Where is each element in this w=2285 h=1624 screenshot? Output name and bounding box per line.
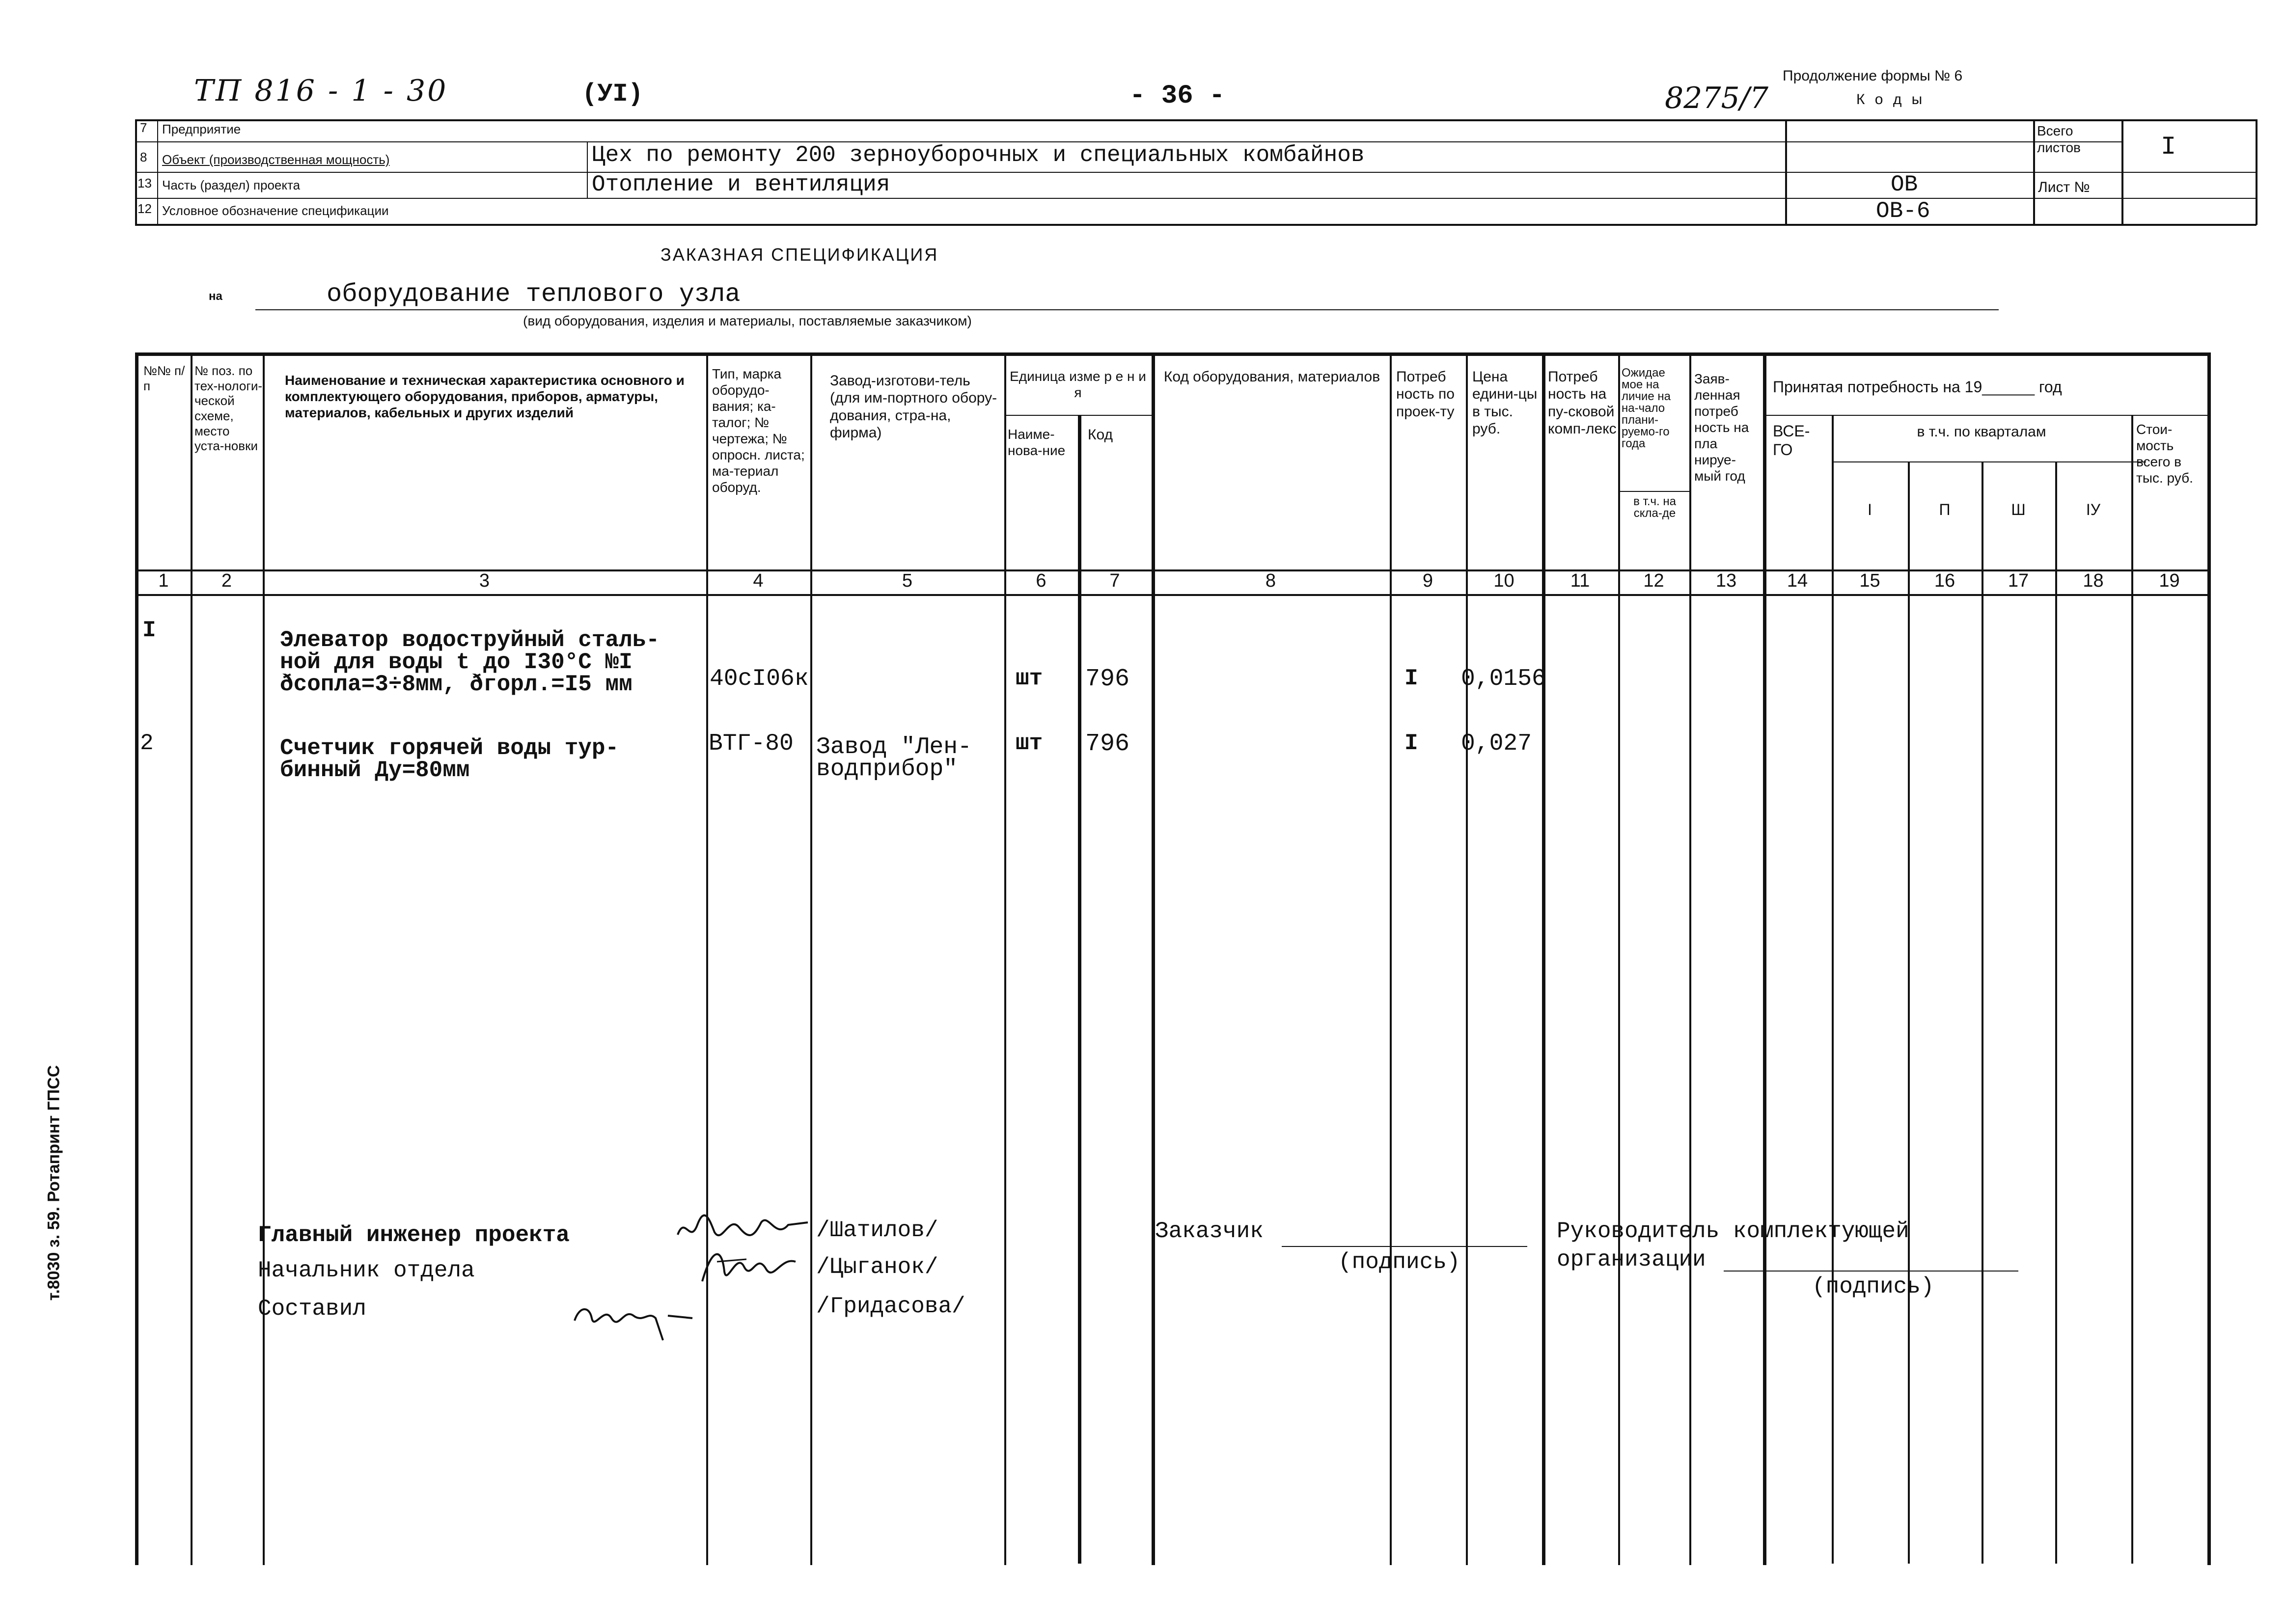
item-type: 40сI06к (710, 666, 809, 692)
compiler-signature (570, 1291, 697, 1348)
column-number: 2 (221, 570, 232, 591)
column-number: 1 (158, 570, 169, 591)
item-price: 0,027 (1461, 731, 1532, 757)
col-header-quarters-group: в т.ч. по кварталам (1917, 424, 2046, 440)
item-unit-code: 796 (1085, 665, 1130, 693)
info-row-label: Предприятие (162, 122, 241, 136)
item-maker-line: Завод "Лен- (816, 734, 972, 760)
col-header-15: I (1868, 501, 1872, 518)
info-row-num: 7 (140, 120, 147, 135)
col-header-17: Ш (2011, 501, 2026, 518)
col-header-3: Наименование и техническая характеристика основного и комплектующего оборудования, приборов, арматуры, материалов, кабельных и других изделий (285, 373, 685, 421)
info-row-num: 13 (138, 176, 152, 190)
column-number: 12 (1643, 570, 1664, 591)
total-sheets-value: I (2161, 133, 2176, 162)
col-header-14: ВСЕ-ГО (1773, 422, 1810, 459)
page-number: - 36 - (1129, 81, 1225, 111)
col-header-unit-group: Единица изме р е н и я (1010, 369, 1146, 401)
document-code: ТП 816 - 1 - 30 (194, 74, 448, 108)
column-number: 9 (1422, 570, 1433, 591)
column-number: 16 (1934, 570, 1955, 591)
compiled-label: Составил (258, 1296, 366, 1322)
column-number: 10 (1493, 570, 1514, 591)
customer-label: Заказчик (1155, 1218, 1264, 1244)
item-name-line: ðсопла=3÷8мм, ðгорл.=I5 мм (280, 672, 633, 697)
item-unit: шт (1016, 731, 1043, 756)
item-name-line: бинный Ду=80мм (280, 758, 470, 783)
column-number: 15 (1859, 570, 1880, 591)
item-price: 0,0156 (1461, 666, 1546, 692)
info-row-value: Цех по ремонту 200 зерноуборочных и специальных комбайнов (592, 142, 1365, 168)
column-number: 17 (2008, 570, 2029, 591)
print-margin-note: т.8030 з. 59. Ротапринт ГПСС (44, 1065, 63, 1301)
item-type: ВТГ-80 (709, 731, 794, 757)
column-number: 13 (1715, 570, 1737, 591)
col-header-8: Код оборудования, материалов (1163, 369, 1380, 385)
column-number: 11 (1570, 570, 1590, 591)
col-header-2: № поз. по тех-нологи-ческой схеме, место уста-новки (194, 363, 262, 454)
col-header-12-bottom: в т.ч. на скла-де (1633, 495, 1676, 520)
supplier-label-line2: организации (1557, 1247, 1706, 1272)
column-number: 7 (1109, 570, 1120, 591)
info-row-label: Часть (раздел) проекта (162, 178, 301, 192)
sheet-number-label: Лист № (2038, 179, 2090, 195)
col-header-5: Завод-изготови-тель (для им-портного обору-дования, стра-на, фирма) (830, 373, 997, 441)
column-number: 3 (479, 570, 490, 591)
col-header-6: Наиме-нова-ние (1008, 427, 1066, 459)
col-header-1: №№ п/п (143, 363, 185, 393)
total-sheets-label: Всего листов (2037, 123, 2081, 155)
info-row-code: ОВ-6 (1876, 198, 1930, 224)
codes-label: К о д ы (1856, 91, 1926, 108)
col-header-7: Код (1088, 427, 1113, 443)
form-continuation: Продолжение формы № 6 (1783, 68, 1963, 84)
info-row-num: 8 (140, 150, 147, 164)
info-row-code: ОВ (1891, 172, 1918, 197)
subject-caption: (вид оборудования, изделия и материалы, поставляемые заказчиком) (523, 313, 972, 328)
column-number: 18 (2083, 570, 2104, 591)
info-row-label: Условное обозначение спецификации (162, 203, 389, 218)
compiler-name: /Гридасова/ (816, 1294, 965, 1319)
column-number: 4 (753, 570, 764, 591)
column-number: 5 (902, 570, 913, 591)
item-unit: шт (1016, 666, 1043, 691)
customer-sign-caption: (подпись) (1338, 1249, 1460, 1275)
col-header-12-top: Ожидае мое на личие на на-чало плани-руемо-го года (1622, 366, 1671, 450)
column-number: 14 (1787, 570, 1808, 591)
col-header-16: П (1939, 501, 1951, 518)
dept-head-label: Начальник отдела (258, 1258, 475, 1283)
supplier-label-line1: Руководитель комплектующей (1557, 1218, 1909, 1244)
info-row-value: Отопление и вентиляция (592, 172, 890, 197)
col-header-9: Потреб ность по проек-ту (1396, 369, 1455, 420)
col-header-19: Стои-мость всего в тыс. руб. (2136, 422, 2193, 486)
column-number: 19 (2159, 570, 2180, 591)
row-number: 2 (140, 731, 154, 756)
dept-head-name: /Цыганок/ (816, 1254, 938, 1280)
col-header-11: Потреб ность на пу-сковой комп-лекс (1548, 369, 1617, 437)
chief-engineer-label: Главный инженер проекта (258, 1222, 570, 1248)
column-number: 8 (1265, 570, 1276, 591)
col-header-accepted-group: Принятая потребность на 19______ год (1773, 378, 2062, 396)
dept-head-signature (697, 1242, 805, 1294)
info-row-label: Объект (производственная мощность) (162, 152, 390, 167)
item-maker-line: водприбор" (816, 756, 958, 783)
item-qty: I (1404, 731, 1418, 756)
album-number: 8275/7 (1665, 81, 1769, 115)
col-header-18: IУ (2086, 501, 2101, 518)
col-header-4: Тип, марка оборудо-вания; ка-талог; № чертежа; № опросн. листа; ма-териал оборуд. (712, 366, 805, 495)
row-number: I (142, 618, 156, 643)
specification-subject: оборудование теплового узла (327, 280, 741, 309)
item-name-line: Счетчик горячей воды тур- (280, 735, 619, 761)
item-qty: I (1404, 666, 1418, 691)
chief-engineer-name: /Шатилов/ (816, 1218, 938, 1243)
col-header-10: Цена едини-цы в тыс. руб. (1472, 369, 1538, 437)
document-title: ЗАКАЗНАЯ СПЕЦИФИКАЦИЯ (661, 244, 939, 265)
info-row-num: 12 (138, 201, 152, 216)
section-code: (УI) (582, 80, 643, 108)
item-name-line: Элеватор водоструйный сталь- (280, 627, 660, 653)
supplier-sign-caption: (подпись) (1812, 1274, 1934, 1299)
item-unit-code: 796 (1085, 730, 1130, 758)
column-number: 6 (1036, 570, 1046, 591)
col-header-13: Заяв-ленная потреб ность на пла нируе-мый год (1694, 371, 1749, 484)
item-name-line: ной для воды t до I30°С №I (280, 650, 633, 675)
on-label: на (209, 290, 222, 303)
